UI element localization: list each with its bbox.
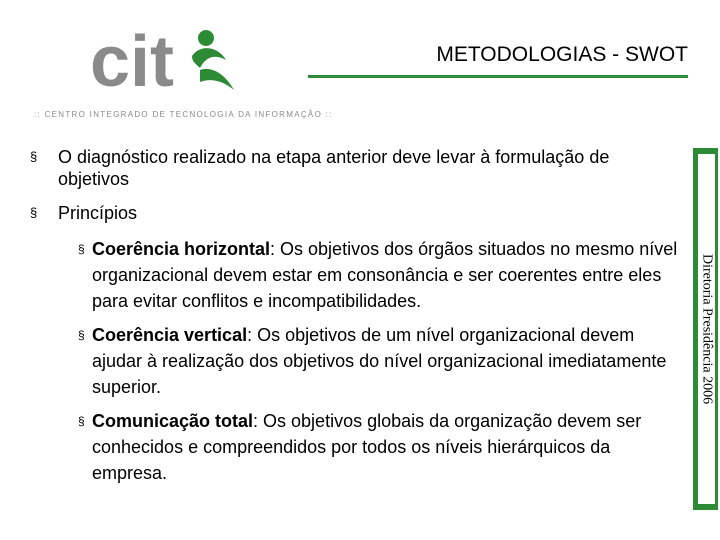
bullet-marker: § (30, 205, 38, 220)
logo-text: cit (90, 22, 175, 96)
principle-term: Coerência horizontal (92, 239, 271, 259)
page-title: METODOLOGIAS - SWOT (436, 43, 688, 66)
principle-term: Coerência vertical (92, 325, 248, 345)
bullet-marker: § (30, 149, 38, 164)
title-underline (308, 75, 688, 78)
bullet-principios (30, 202, 680, 224)
principle-text: : Os objetivos globais da organização devem ser conhecidos e compreendidos por todos os níveis hierárquicos da empresa. (92, 411, 642, 483)
bullet-diagnostico (30, 146, 680, 190)
principle-text: : Os objetivos de um nível organizacional devem ajudar à realização dos objetivos do nível organizacional imediatamente superior. (92, 325, 667, 397)
principle-term: Comunicação total (92, 411, 254, 431)
principle-text: : Os objetivos dos órgãos situados no mesmo nível organizacional devem estar em consonância e ser coerentes entre eles para evitar conflitos e incompatibilidades. (92, 239, 678, 311)
slide-content (30, 146, 680, 486)
bullet-text: O diagnóstico realizado na etapa anterior deve levar à formulação de objetivos (58, 147, 610, 189)
sub-bullet-marker: § (78, 414, 85, 428)
principle-item (30, 408, 680, 486)
principle-item (30, 322, 680, 400)
side-label: Diretoria Presidência 2006 (699, 253, 715, 405)
sub-bullet-marker: § (78, 328, 85, 342)
side-band (693, 148, 718, 510)
sub-bullet-marker: § (78, 242, 85, 256)
bullet-text: Princípios (58, 203, 138, 223)
principle-item (30, 236, 680, 314)
tagline: :: CENTRO INTEGRADO DE TECNOLOGIA DA INFORMAÇÃO :: (34, 110, 333, 119)
